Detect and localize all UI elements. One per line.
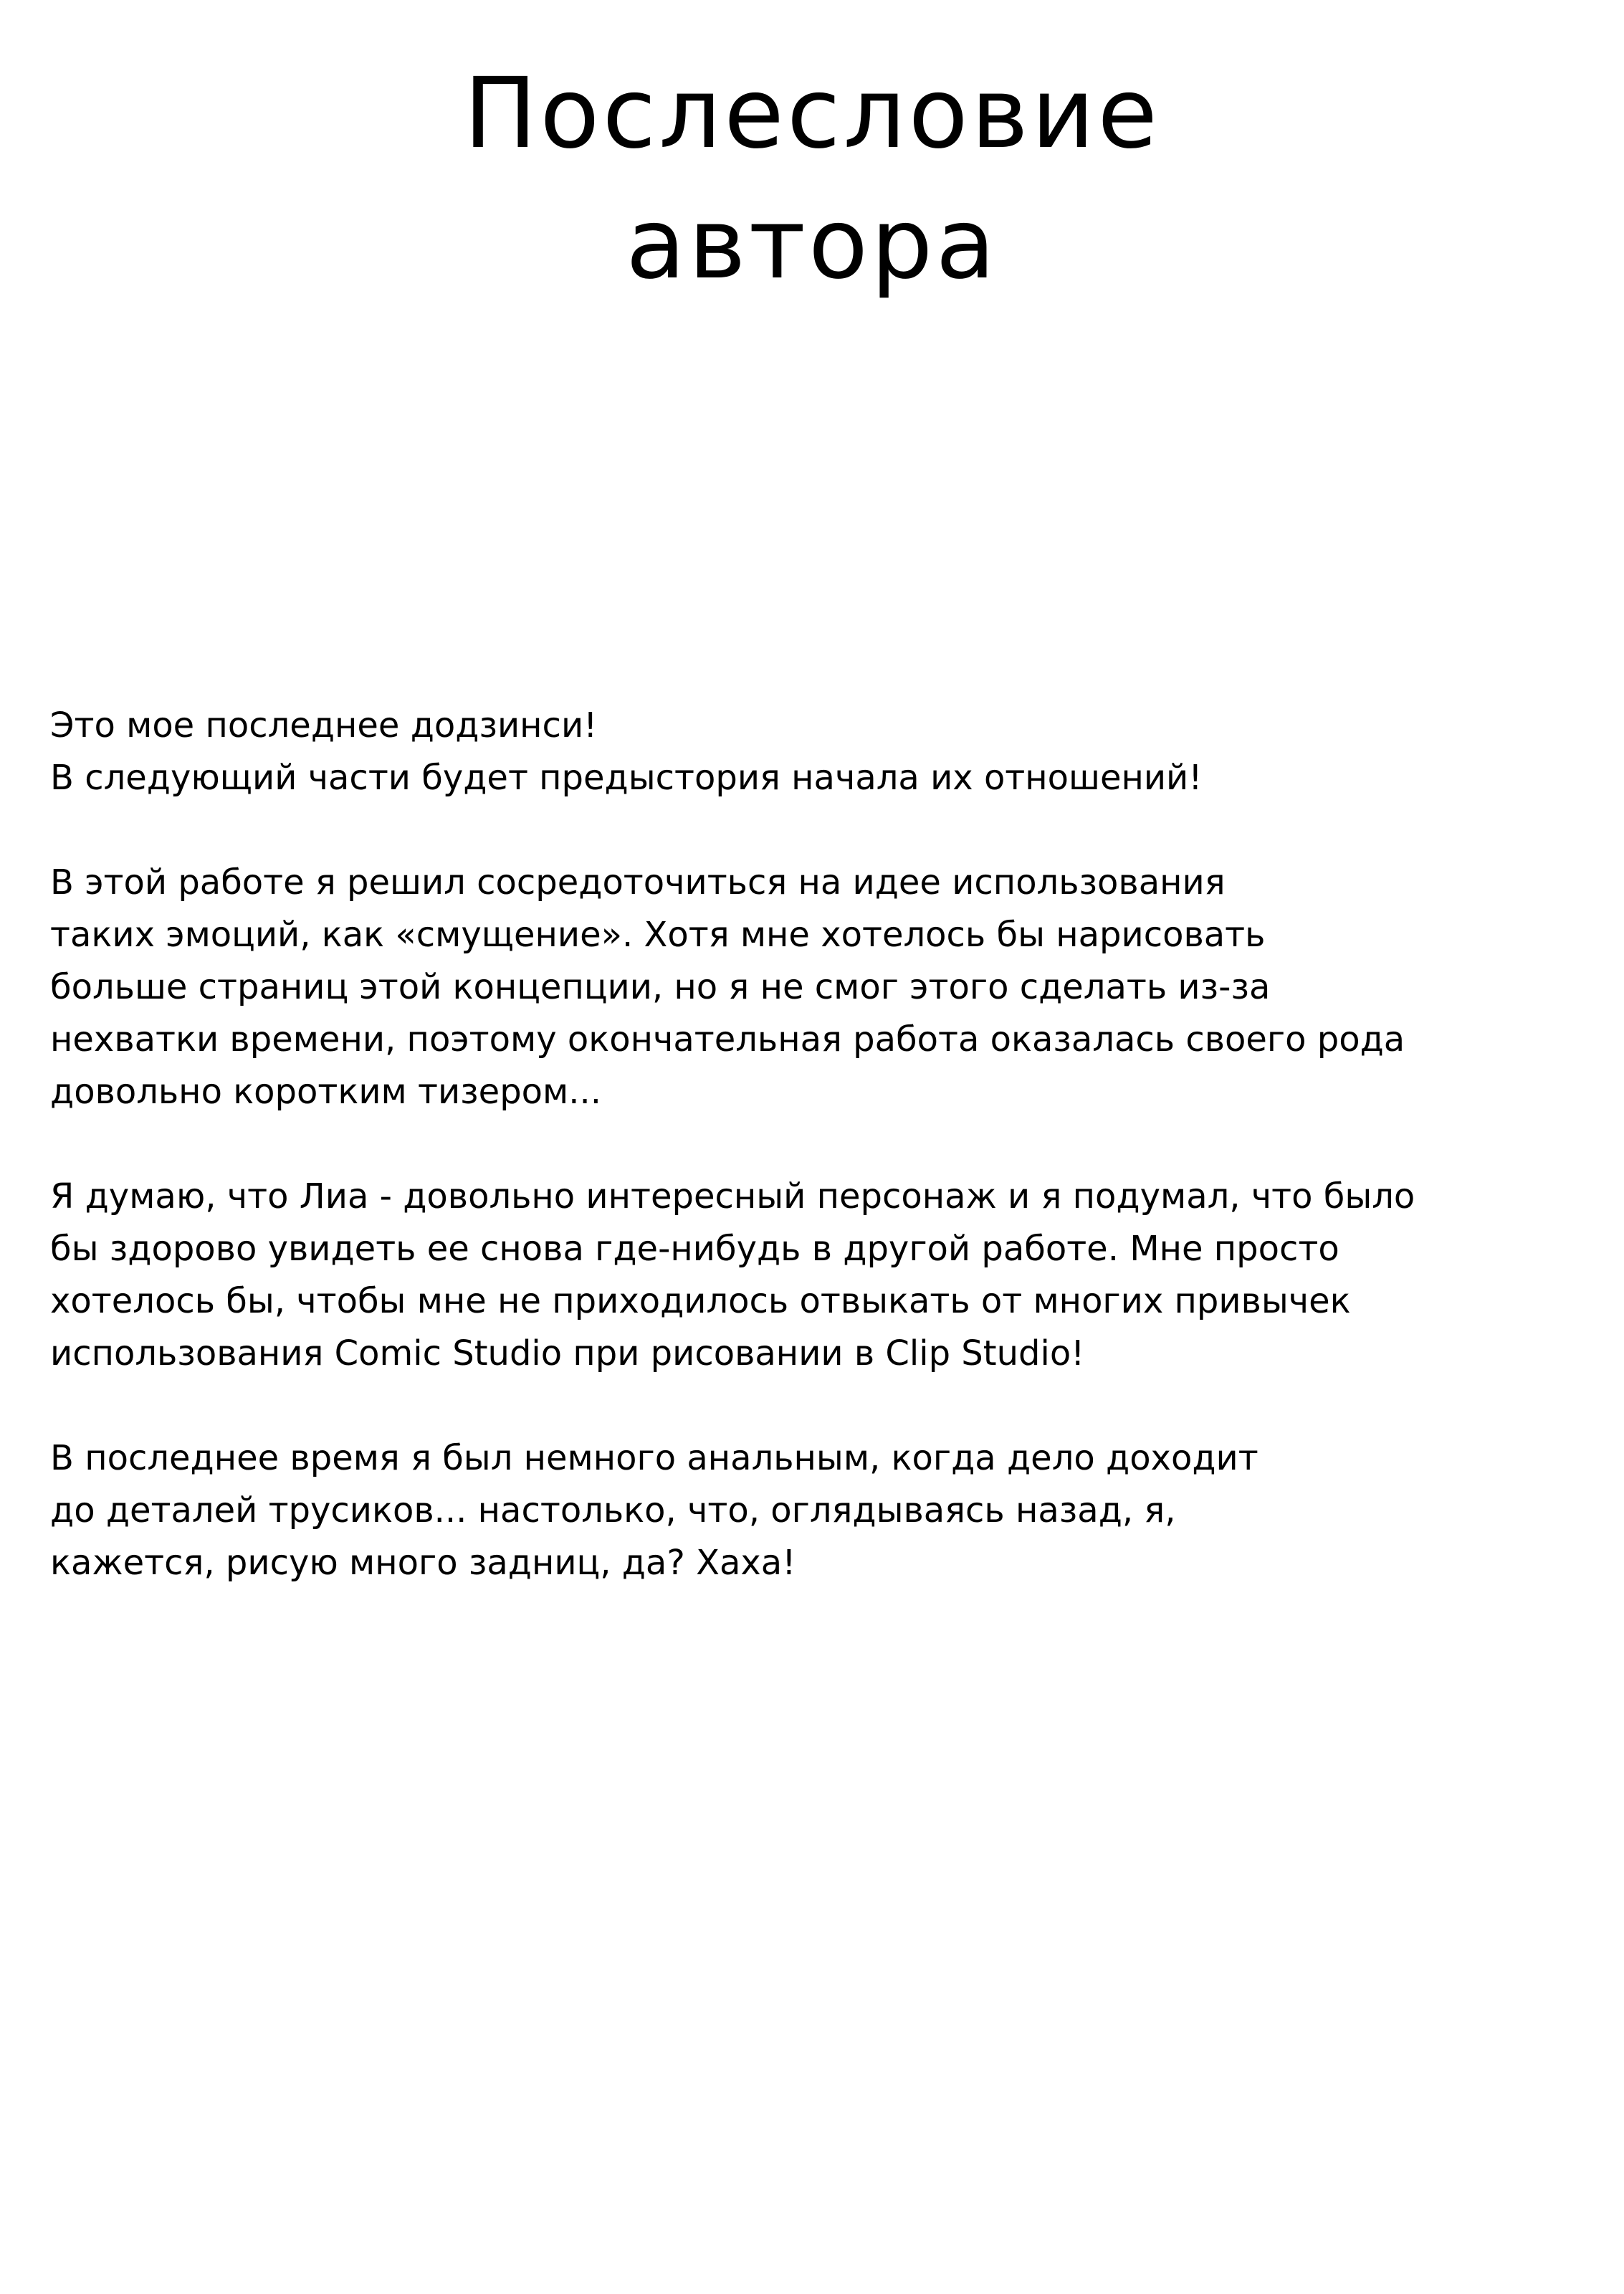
text-line: Я думаю, что Лиа - довольно интересный персонаж и я подумал, что было: [50, 1176, 1415, 1217]
paragraph-3: [50, 1171, 1605, 1380]
text-line: использования Comic Studio при рисовании в Clip Studio!: [50, 1333, 1085, 1374]
text-line: больше страниц этой концепции, но я не смог этого сделать из-за: [50, 967, 1271, 1007]
text-line: хотелось бы, чтобы мне не приходилось отвыкать от многих привычек: [50, 1281, 1351, 1321]
page-title-line-1: Послесловие: [464, 57, 1160, 171]
text-line: нехватки времени, поэтому окончательная работа оказалась своего рода: [50, 1019, 1405, 1060]
page-title-line-2: автора: [626, 188, 998, 301]
text-line: довольно коротким тизером...: [50, 1072, 602, 1112]
text-line: бы здорово увидеть ее снова где-нибудь в другой работе. Мне просто: [50, 1229, 1339, 1269]
paragraph-1: [50, 700, 1605, 804]
paragraph-2: [50, 857, 1605, 1118]
text-line: Это мое последнее додзинси!: [50, 705, 598, 746]
text-line: до деталей трусиков... настолько, что, оглядываясь назад, я,: [50, 1490, 1176, 1531]
text-line: В последнее время я был немного анальным, когда дело доходит: [50, 1438, 1258, 1478]
paragraph-4: [50, 1432, 1605, 1589]
text-line: таких эмоций, как «смущение». Хотя мне хотелось бы нарисовать: [50, 915, 1266, 955]
text-line: В следующий части будет предыстория начала их отношений!: [50, 758, 1203, 798]
page-title: [0, 49, 1624, 310]
text-line: В этой работе я решил сосредоточиться на идее использования: [50, 862, 1226, 903]
afterword-body: [50, 700, 1605, 1642]
text-line: кажется, рисую много задниц, да? Хаха!: [50, 1543, 796, 1583]
